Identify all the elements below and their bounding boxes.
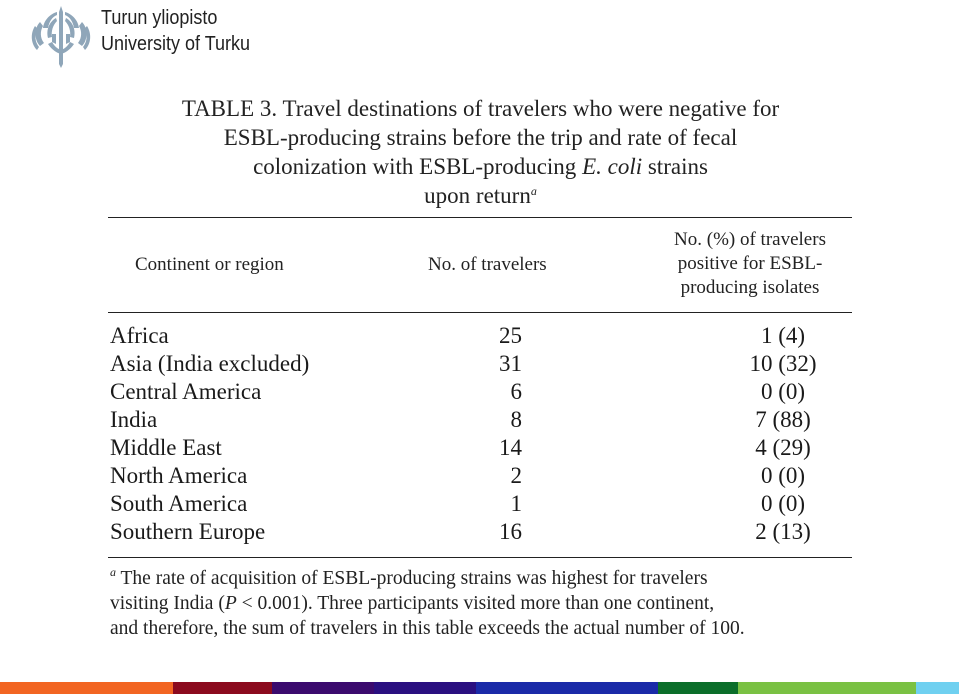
color-segment xyxy=(173,682,272,694)
university-crest-icon xyxy=(30,4,92,68)
footnote-mark: a xyxy=(110,565,116,579)
table-row xyxy=(110,322,855,350)
region-cell: Asia (India excluded) xyxy=(110,351,310,376)
footnote-line: $^a$ The rate of acquisition of ESBL-producing strains was highest for travelers xyxy=(110,565,708,589)
table-title-line: colonization with ESBL-producing E. coli strains xyxy=(253,154,708,179)
region-cell: Middle East xyxy=(110,435,222,460)
travelers-cell: 16 xyxy=(499,519,522,544)
color-segment xyxy=(476,682,658,694)
table-top-rule xyxy=(108,217,852,218)
color-segment xyxy=(0,682,173,694)
table-bottom-rule xyxy=(108,557,852,558)
table-row xyxy=(110,378,855,406)
table-header-rule xyxy=(108,312,852,313)
column-header-travelers: No. of travelers xyxy=(428,254,547,275)
region-cell: South America xyxy=(110,491,248,516)
color-segment xyxy=(916,682,959,694)
region-cell: India xyxy=(110,407,158,432)
region-cell: Africa xyxy=(110,323,169,348)
footnote-line: and therefore, the sum of travelers in this table exceeds the actual number of 100. xyxy=(110,618,745,639)
table-row xyxy=(110,406,855,434)
table-footnote xyxy=(110,566,855,641)
region-cell: North America xyxy=(110,463,248,488)
color-segment xyxy=(374,682,476,694)
positive-cell: 4 (29) xyxy=(755,435,811,460)
table-row xyxy=(110,434,855,462)
table-row xyxy=(110,350,855,378)
table-body xyxy=(110,322,855,546)
university-name-english: University of Turku xyxy=(101,33,251,55)
column-header-region: Continent or region xyxy=(135,254,284,275)
region-cell: Central America xyxy=(110,379,262,404)
travelers-cell: 6 xyxy=(510,379,522,404)
travelers-cell: 31 xyxy=(499,351,522,376)
color-segment xyxy=(658,682,738,694)
table-title-line: TABLE 3. Travel destinations of travelers who were negative for xyxy=(181,96,780,121)
positive-cell: 0 (0) xyxy=(760,379,806,404)
color-segment xyxy=(738,682,916,694)
region-cell: Southern Europe xyxy=(110,519,266,544)
table-title xyxy=(108,94,853,210)
positive-cell: 2 (13) xyxy=(755,519,811,544)
positive-cell: 0 (0) xyxy=(760,463,806,488)
travelers-cell: 2 xyxy=(510,463,522,488)
positive-cell: 1 (4) xyxy=(760,323,806,348)
brand-color-bar xyxy=(0,682,959,694)
positive-cell: 7 (88) xyxy=(755,407,811,432)
table-row xyxy=(110,490,855,518)
table-row xyxy=(110,462,855,490)
table-title-line: ESBL-producing strains before the trip and rate of fecal xyxy=(223,125,738,150)
travelers-cell: 8 xyxy=(510,407,522,432)
color-segment xyxy=(272,682,374,694)
table-row xyxy=(110,518,855,546)
university-name xyxy=(101,5,250,57)
travelers-cell: 25 xyxy=(499,323,522,348)
footnote-mark: a xyxy=(530,184,537,198)
positive-cell: 0 (0) xyxy=(760,491,806,516)
university-name-finnish: Turun yliopisto xyxy=(101,7,218,29)
footnote-line: visiting India (P < 0.001). Three participants visited more than one continent, xyxy=(110,593,715,614)
table-title-line: upon return$^a$ xyxy=(424,183,537,208)
positive-cell: 10 (32) xyxy=(749,351,817,376)
travelers-cell: 14 xyxy=(499,435,522,460)
travelers-cell: 1 xyxy=(510,491,522,516)
column-header-positive: No. (%) of travelers positive for ESBL- producing isolates xyxy=(674,229,826,298)
